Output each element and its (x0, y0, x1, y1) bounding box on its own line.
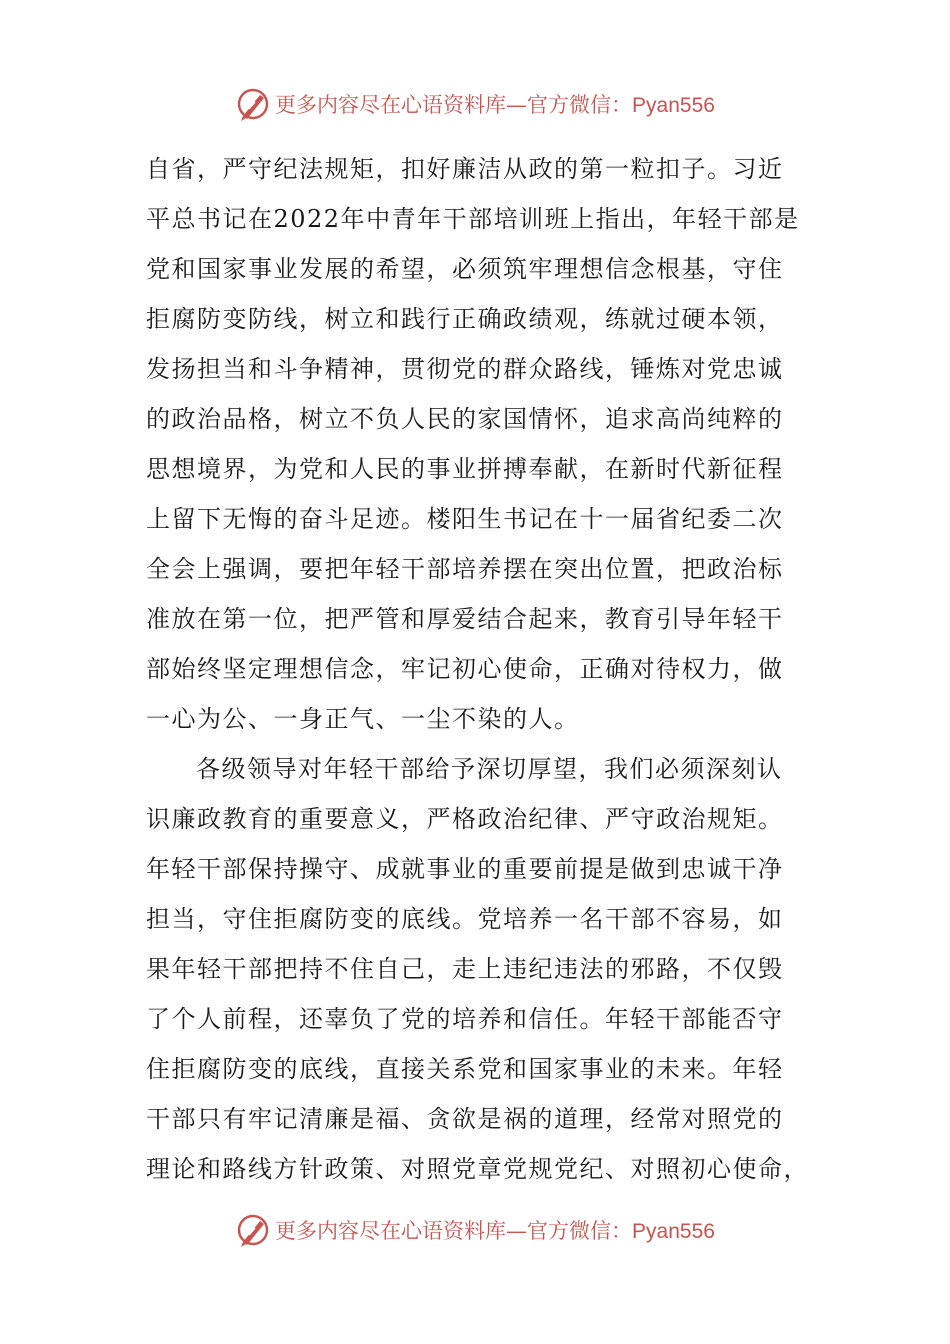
text-line: 了个人前程，还辜负了党的培养和信任。年轻干部能否守 (146, 1005, 784, 1033)
text-line: 的政治品格，树立不负人民的家国情怀，追求高尚纯粹的 (146, 405, 784, 433)
text-line: 平总书记在2022年中青年干部培训班上指出，年轻干部是 (146, 205, 800, 233)
banner-text: 更多内容尽在心语资料库—官方微信：Pyan556 (275, 1219, 715, 1243)
text-line: 干部只有牢记清廉是福、贪欲是祸的道理，经常对照党的 (146, 1105, 784, 1133)
pen-logo-icon (235, 1212, 271, 1248)
text-line: 识廉政教育的重要意义，严格政治纪律、严守政治规矩。 (146, 805, 784, 833)
text-line: 年轻干部保持操守、成就事业的重要前提是做到忠诚干净 (146, 855, 784, 883)
text-line: 上留下无悔的奋斗足迹。楼阳生书记在十一届省纪委二次 (146, 505, 784, 533)
text-line: 部始终坚定理想信念，牢记初心使命，正确对待权力，做 (146, 655, 784, 683)
wechat-id: Pyan556 (632, 1220, 715, 1243)
header-banner (0, 80, 950, 128)
text-line: 准放在第一位，把严管和厚爱结合起来，教育引导年轻干 (146, 605, 784, 633)
text-line: 住拒腐防变的底线，直接关系党和国家事业的未来。年轻 (146, 1055, 784, 1083)
text-line: 发扬担当和斗争精神，贯彻党的群众路线，锤炼对党忠诚 (146, 355, 784, 383)
banner-text: 更多内容尽在心语资料库—官方微信：Pyan556 (275, 93, 715, 117)
text-line: 理论和路线方针政策、对照党章党规党纪、对照初心使命， (146, 1155, 809, 1183)
footer-banner (0, 1206, 950, 1254)
document-body (146, 144, 809, 1194)
text-line: 各级领导对年轻干部给予深切厚望，我们必须深刻认 (196, 755, 783, 783)
text-line: 思想境界，为党和人民的事业拼搏奉献，在新时代新征程 (146, 455, 784, 483)
paragraph-2 (146, 744, 809, 1194)
text-line: 全会上强调，要把年轻干部培养摆在突出位置，把政治标 (146, 555, 784, 583)
pen-logo-icon (235, 86, 271, 122)
text-line: 自省，严守纪法规矩，扣好廉洁从政的第一粒扣子。习近 (146, 155, 784, 183)
text-line: 拒腐防变防线，树立和践行正确政绩观，练就过硬本领， (146, 305, 784, 333)
text-line: 党和国家事业发展的希望，必须筑牢理想信念根基，守住 (146, 255, 784, 283)
text-line: 一心为公、一身正气、一尘不染的人。 (146, 705, 580, 733)
text-line: 果年轻干部把持不住自己，走上违纪违法的邪路，不仅毁 (146, 955, 784, 983)
paragraph-1 (146, 144, 800, 744)
wechat-id: Pyan556 (632, 94, 715, 117)
text-line: 担当，守住拒腐防变的底线。党培养一名干部不容易，如 (146, 905, 784, 933)
